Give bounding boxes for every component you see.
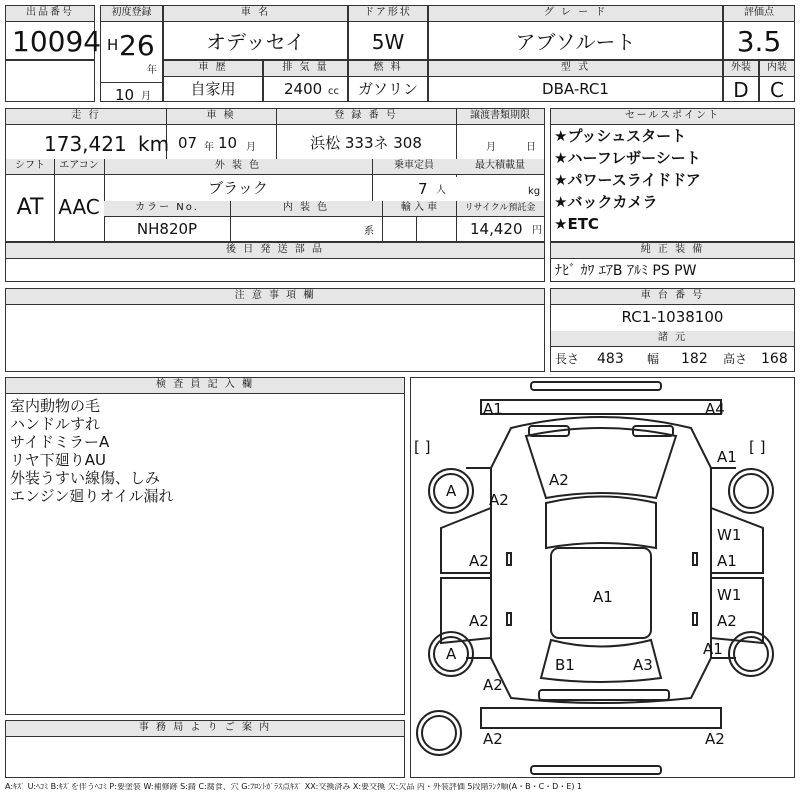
color-number: NH820P bbox=[136, 220, 198, 238]
year-unit: 年 bbox=[147, 65, 157, 76]
sales-point: ★パワースライドドア bbox=[554, 171, 701, 189]
damage-right-rear-door-a: W1 bbox=[717, 586, 742, 604]
equipment: ﾅﾋﾞ ｶﾜ ｴｱB ｱﾙﾐ PS PW bbox=[555, 263, 697, 279]
damage-roof: A1 bbox=[593, 588, 613, 606]
damage-wheel-rear-left: A bbox=[446, 645, 457, 663]
height: 168 bbox=[761, 351, 788, 367]
width-label: 幅 bbox=[647, 352, 660, 366]
inspector-line: エンジン廻りオイル漏れ bbox=[10, 487, 174, 505]
damage-diagram bbox=[410, 377, 795, 778]
fuel: ガソリン bbox=[357, 80, 418, 98]
first-registration-label: 初度登録 bbox=[101, 6, 162, 22]
exterior-grade-cell bbox=[723, 60, 759, 102]
model-label: 型 式 bbox=[429, 61, 722, 77]
door-type: 5W bbox=[371, 30, 405, 54]
capacity-unit: 人 bbox=[436, 185, 446, 196]
inspector-label: 検 査 員 記 入 欄 bbox=[6, 378, 404, 394]
bracket-right: [ ] bbox=[749, 438, 766, 456]
mileage-unit: km bbox=[138, 132, 170, 156]
exterior-label: 外装 bbox=[724, 61, 758, 77]
score-cell bbox=[723, 5, 795, 60]
damage-trunk-right: A3 bbox=[633, 656, 653, 674]
lot-number-cell bbox=[5, 5, 102, 60]
office-label: 事 務 局 よ り ご 案 内 bbox=[6, 721, 404, 737]
displacement-cell bbox=[263, 60, 348, 102]
damage-front-right-fender: A1 bbox=[717, 448, 737, 466]
inspector-line: 外装うすい線傷、しみ bbox=[10, 469, 161, 487]
inspection-label: 車 検 bbox=[166, 109, 276, 125]
damage-front-right: A4 bbox=[705, 400, 725, 418]
registration-number: 浜松 333ネ 308 bbox=[310, 134, 422, 152]
displacement: 2400 bbox=[284, 80, 323, 98]
sales-point: ★ETC bbox=[554, 215, 599, 233]
notes-label: 注 意 事 項 欄 bbox=[6, 289, 544, 305]
height-label: 高さ bbox=[723, 352, 748, 366]
inspection-month: 10 bbox=[218, 134, 238, 152]
length: 483 bbox=[597, 351, 624, 367]
history-label: 車 歴 bbox=[164, 61, 262, 77]
lot-number-label: 出品番号 bbox=[6, 6, 94, 22]
damage-front-left: A1 bbox=[483, 400, 503, 418]
mileage: 173,421 bbox=[44, 132, 127, 156]
capacity: 7 bbox=[418, 180, 428, 198]
inspector-lines bbox=[10, 397, 174, 505]
lot-empty-cell bbox=[5, 60, 95, 102]
length-label: 長さ bbox=[555, 352, 580, 366]
damage-hood: A2 bbox=[549, 471, 569, 489]
vehicle-detail-block bbox=[5, 108, 545, 242]
color-label: 外 装 色 bbox=[104, 159, 372, 175]
transfer-day-unit: 日 bbox=[526, 142, 536, 153]
ac-label: エアコン bbox=[54, 159, 104, 175]
car-outline bbox=[411, 378, 794, 777]
interior-label: 内装 bbox=[760, 61, 794, 77]
era-mark: H bbox=[107, 36, 119, 54]
inspector-line: 室内動物の毛 bbox=[10, 397, 101, 415]
fuel-label: 燃 料 bbox=[349, 61, 427, 77]
damage-trunk-left: B1 bbox=[555, 656, 575, 674]
model-cell bbox=[428, 60, 723, 102]
sales-points-cell bbox=[550, 108, 795, 242]
damage-right-rear-door-b: A2 bbox=[717, 612, 737, 630]
chassis-label: 車 台 番 号 bbox=[551, 289, 794, 305]
notes-cell bbox=[5, 288, 545, 372]
door-cell bbox=[348, 5, 428, 60]
interior-grade-cell bbox=[759, 60, 795, 102]
width: 182 bbox=[681, 351, 708, 367]
exterior-grade: D bbox=[733, 78, 749, 102]
mileage-label: 走 行 bbox=[6, 109, 166, 125]
inspector-line: リヤ下廻りAU bbox=[10, 451, 106, 469]
grade-cell bbox=[428, 5, 723, 60]
interior-grade: C bbox=[770, 78, 784, 102]
damage-front-left-fender: A2 bbox=[489, 491, 509, 509]
legend: A:ｷｽﾞ U:ﾍｺﾐ B:ｷｽﾞを伴うﾍｺﾐ P:要塗装 W:補修跡 S:錆 C:腐食、穴 G:ﾌﾛﾝﾄｶﾞﾗｽ点ｷｽﾞ XX:交換済み X:要交換 欠:欠品 内・外装評価 5段階ﾗﾝｸ順(A・B・C・D・E) 1 bbox=[5, 783, 583, 791]
registration-year: 26 bbox=[119, 29, 155, 62]
int-color-unit: 系 bbox=[364, 226, 374, 237]
inspection-month-unit: 月 bbox=[246, 142, 256, 153]
recycle-label: リサイクル預託金 bbox=[456, 201, 544, 217]
sales-points-label: セールスポイント bbox=[551, 109, 794, 125]
inspector-line: ハンドルすれ bbox=[10, 415, 101, 433]
equipment-label: 純 正 装 備 bbox=[551, 243, 794, 259]
registration-month: 10 bbox=[115, 86, 135, 104]
damage-left-rear-fender: A2 bbox=[483, 676, 503, 694]
car-name-label: 車 名 bbox=[164, 6, 347, 22]
car-name-cell bbox=[163, 5, 348, 60]
recycle-deposit: 14,420 bbox=[470, 220, 523, 238]
int-color-label: 内 装 色 bbox=[230, 201, 382, 217]
grade-label: グ レ ー ド bbox=[429, 6, 722, 22]
color-no-label: カラー No. bbox=[104, 201, 230, 217]
grade: アブソルート bbox=[515, 30, 636, 54]
regno-label: 登 録 番 号 bbox=[276, 109, 456, 125]
later-parts-cell bbox=[5, 242, 545, 282]
fuel-cell bbox=[348, 60, 428, 102]
lot-number: 10094 bbox=[12, 25, 102, 58]
sales-point: ★バックカメラ bbox=[554, 193, 658, 211]
month-unit: 月 bbox=[141, 91, 151, 102]
chassis-cell bbox=[550, 288, 795, 372]
air-conditioner: AAC bbox=[58, 195, 100, 219]
capacity-label: 乗車定員 bbox=[372, 159, 456, 175]
dimensions-label: 諸 元 bbox=[551, 331, 794, 347]
import-label: 輸 入 車 bbox=[382, 201, 456, 217]
displacement-label: 排 気 量 bbox=[264, 61, 347, 77]
shift-label: シフト bbox=[6, 159, 54, 175]
load-unit: kg bbox=[528, 186, 541, 197]
shift: AT bbox=[16, 195, 44, 220]
recycle-unit: 円 bbox=[532, 225, 542, 236]
car-name: オデッセイ bbox=[206, 30, 305, 54]
damage-left-rear-door: A2 bbox=[469, 612, 489, 630]
damage-right-front-door-b: A1 bbox=[717, 552, 737, 570]
inspector-line: サイドミラーA bbox=[10, 433, 110, 451]
damage-right-front-door-a: W1 bbox=[717, 526, 742, 544]
transfer-month-unit: 月 bbox=[486, 142, 496, 153]
damage-right-rear-fender: A1 bbox=[703, 640, 723, 658]
sales-points-list bbox=[554, 129, 701, 239]
load-label: 最大積載量 bbox=[456, 159, 544, 175]
history-cell bbox=[163, 60, 263, 102]
inspection-year-unit: 年 bbox=[204, 142, 214, 153]
model-code: DBA-RC1 bbox=[542, 80, 609, 98]
equipment-cell bbox=[550, 242, 795, 282]
inspector-notes-cell bbox=[5, 377, 405, 715]
damage-rear-right: A2 bbox=[705, 730, 725, 748]
exterior-color: ブラック bbox=[208, 179, 268, 197]
score-label: 評価点 bbox=[724, 6, 794, 22]
first-registration-cell bbox=[100, 5, 163, 102]
transfer-label: 譲渡書類期限 bbox=[456, 109, 544, 125]
damage-wheel-front-left: A bbox=[446, 482, 457, 500]
inspection-year: 07 bbox=[178, 134, 198, 152]
later-parts-label: 後 日 発 送 部 品 bbox=[6, 243, 544, 259]
office-info-cell bbox=[5, 720, 405, 778]
chassis-number: RC1-1038100 bbox=[621, 308, 724, 326]
bracket-left: [ ] bbox=[414, 438, 431, 456]
sales-point: ★ハーフレザーシート bbox=[554, 149, 701, 167]
damage-rear-left: A2 bbox=[483, 730, 503, 748]
displacement-unit: cc bbox=[328, 86, 339, 97]
sales-point: ★プッシュスタート bbox=[554, 127, 687, 145]
history: 自家用 bbox=[190, 80, 236, 98]
score: 3.5 bbox=[736, 25, 782, 58]
door-label: ドア形状 bbox=[349, 6, 427, 22]
damage-left-front-door: A2 bbox=[469, 552, 489, 570]
